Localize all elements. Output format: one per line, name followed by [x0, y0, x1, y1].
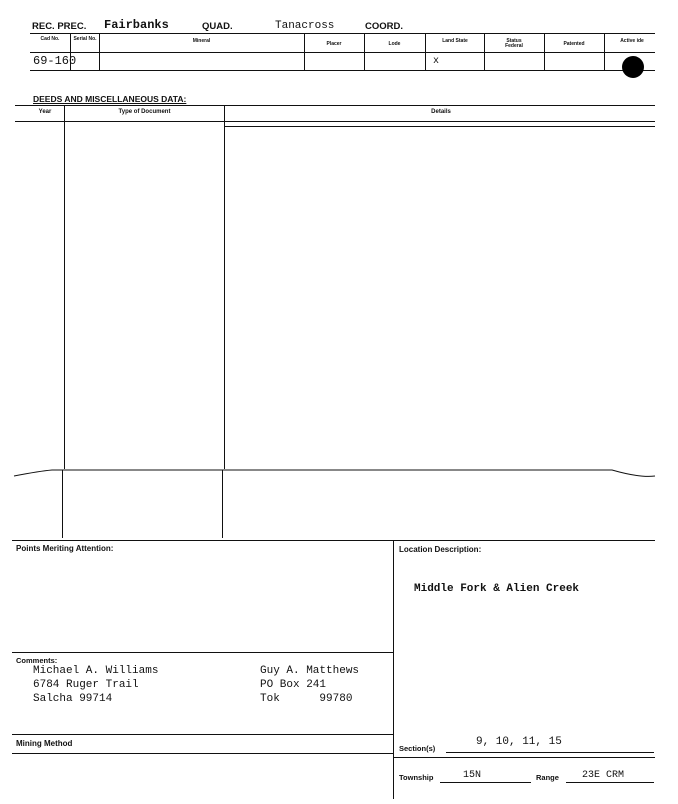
col-header-cad: Cad No.	[40, 36, 60, 42]
deeds-header-line-2	[225, 126, 655, 127]
deeds-col-type: Type of Document	[118, 109, 171, 115]
deeds-header-line	[15, 121, 655, 122]
comment-right-line-3: Tok 99780	[260, 693, 353, 705]
comment-right-line-2: PO Box 241	[260, 679, 327, 691]
col-header-placer: Placer	[326, 41, 342, 47]
mining-top-line	[12, 734, 393, 735]
range-value: 23E CRM	[582, 770, 625, 781]
col-header-active: Active ide	[620, 38, 644, 44]
claim-bottom-line	[30, 70, 655, 71]
header-underline	[30, 33, 655, 34]
coord-label: COORD.	[365, 21, 403, 32]
location-value: Middle Fork & Alien Creek	[414, 583, 580, 595]
deeds-top-line	[15, 105, 655, 106]
mining-bottom-line	[12, 753, 393, 754]
points-label: Points Meriting Attention:	[16, 544, 114, 553]
hole-punch	[622, 56, 644, 78]
township-underline	[440, 782, 531, 783]
section-underline	[446, 752, 654, 753]
deeds-col-divider-2	[224, 106, 225, 469]
range-label: Range	[536, 773, 559, 782]
comments-top-line	[12, 652, 393, 653]
col-header-serial: Serial No.	[73, 36, 97, 42]
section-value: 9, 10, 11, 15	[476, 736, 562, 748]
rec-prec-value: Fairbanks	[104, 18, 169, 32]
deeds-title: DEEDS AND MISCELLANEOUS DATA:	[33, 94, 187, 104]
comment-left-line-1: Michael A. Williams	[33, 665, 159, 677]
deeds-col-divider-1	[64, 106, 65, 469]
claim-header-line	[30, 52, 655, 53]
cad-no-value: 69-160	[33, 54, 77, 68]
land-state-mark: x	[433, 56, 440, 67]
page-seam	[0, 462, 678, 488]
quad-label: QUAD.	[202, 21, 233, 32]
location-label: Location Description:	[399, 545, 482, 554]
bottom-center-divider	[393, 541, 394, 799]
col-header-land-state: Land State	[442, 38, 468, 44]
comments-label: Comments:	[16, 656, 58, 665]
comment-left-line-2: 6784 Ruger Trail	[33, 679, 139, 691]
col-header-patented: Patented	[563, 41, 585, 47]
col-header-mineral: Mineral	[192, 38, 211, 44]
rec-prec-label: REC. PREC.	[32, 21, 87, 32]
mining-label: Mining Method	[16, 739, 73, 748]
comment-left-line-3: Salcha 99714	[33, 693, 113, 705]
deeds-col-details: Details	[431, 109, 451, 115]
section-label: Section(s)	[399, 744, 436, 753]
points-top-line	[12, 540, 655, 541]
township-label: Township	[399, 773, 434, 782]
range-underline	[566, 782, 654, 783]
col-header-lode: Lode	[388, 41, 401, 47]
section-row-line	[394, 757, 655, 758]
township-value: 15N	[463, 770, 482, 781]
deeds-col-year: Year	[38, 109, 52, 115]
col-header-status-federal: Status Federal	[505, 38, 523, 49]
quad-value: Tanacross	[275, 20, 335, 32]
comment-right-line-1: Guy A. Matthews	[260, 665, 360, 677]
